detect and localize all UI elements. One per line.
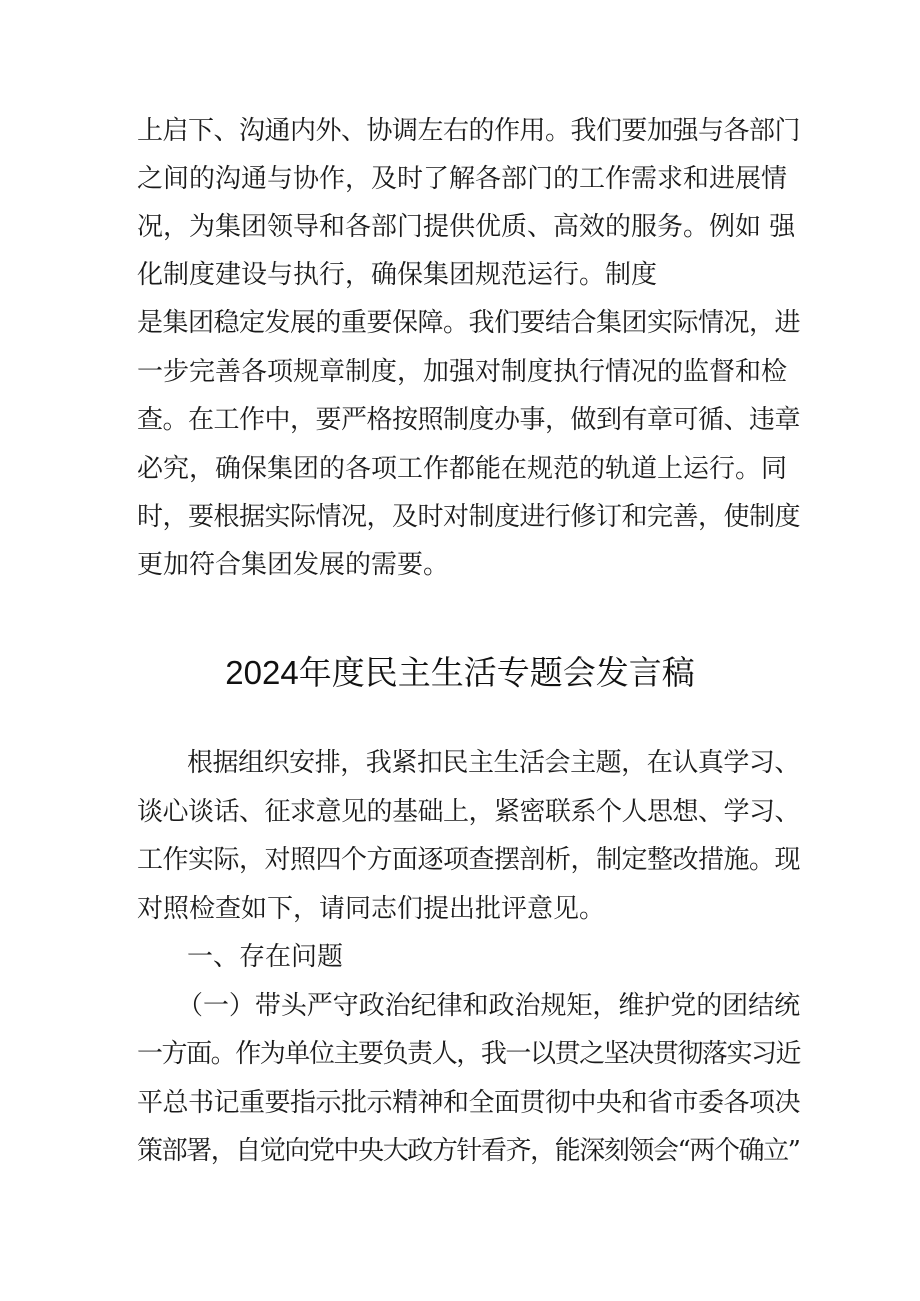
- text-line: （一）带头严守政治纪律和政治规矩，维护党的团结统: [177, 991, 801, 1021]
- text-line: 化制度建设与执行，确保集团规范运行。制度: [137, 260, 658, 290]
- text-line: 上启下、沟通内外、协调左右的作用。我们要加强与各部门: [137, 116, 801, 146]
- text-line: 对照检查如下，请同志们提出批评意见。: [137, 894, 606, 924]
- text-line: 时，要根据实际情况，及时对制度进行修订和完善，使制度: [137, 502, 801, 532]
- text-line: 查。在工作中，要严格按照制度办事，做到有章可循、违章: [137, 405, 801, 435]
- text-line: 一步完善各项规章制度，加强对制度执行情况的监督和检: [137, 357, 788, 387]
- text-line: 况，为集团领导和各部门提供优质、高效的服务。例如 强: [137, 212, 796, 242]
- text-line: 是集团稳定发展的重要保障。我们要结合集团实际情况，进: [137, 308, 801, 338]
- document-title: 2024年度民主生活专题会发言稿: [225, 654, 695, 691]
- text-line: 根据组织安排，我紧扣民主生活会主题，在认真学习、: [187, 748, 800, 778]
- text-line: 工作实际，对照四个方面逐项查摆剖析，制定整改措施。现: [137, 845, 801, 875]
- text-line: 更加符合集团发展的需要。: [137, 550, 450, 580]
- section-heading: 一、存在问题: [187, 942, 344, 972]
- text-line: 谈心谈话、征求意见的基础上，紧密联系个人思想、学习、: [137, 797, 801, 827]
- text-line: 必究，确保集团的各项工作都能在规范的轨道上运行。同: [137, 454, 788, 484]
- text-line: 策部署，自觉向党中央大政方针看齐，能深刻领会“两个确立”: [137, 1136, 800, 1166]
- text-line: 平总书记重要指示批示精神和全面贯彻中央和省市委各项决: [137, 1088, 801, 1118]
- text-line: 一方面。作为单位主要负责人，我一以贯之坚决贯彻落实习近: [137, 1039, 801, 1069]
- text-line: 之间的沟通与协作，及时了解各部门的工作需求和进展情: [137, 164, 788, 194]
